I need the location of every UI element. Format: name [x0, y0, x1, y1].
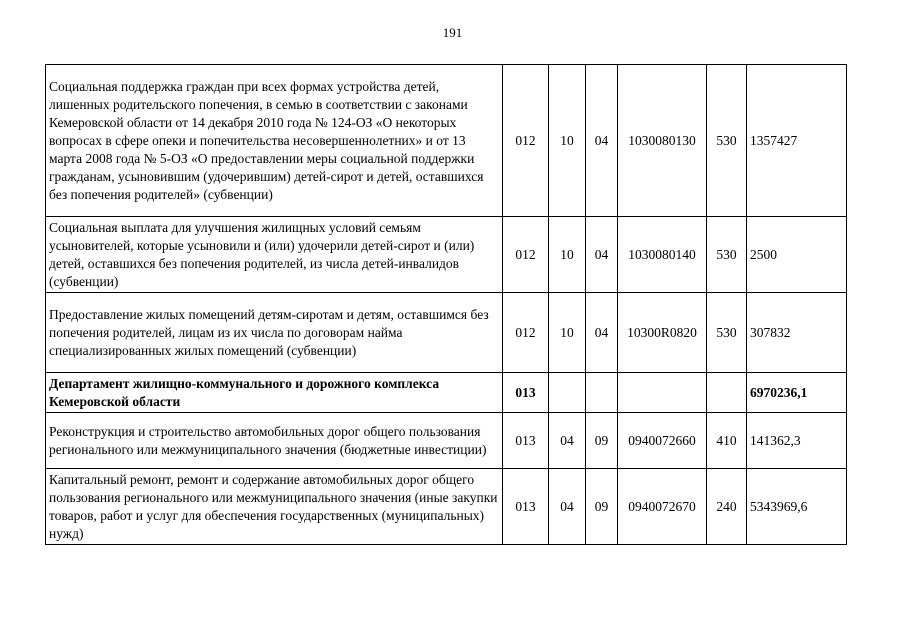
table-row	[46, 469, 847, 545]
page-number: 191	[442, 25, 463, 40]
expense-type-code: 530	[707, 65, 747, 217]
ministry-code: 012	[503, 293, 549, 373]
amount: 2500	[747, 217, 847, 293]
ministry-code: 013	[503, 469, 549, 545]
section-code: 04	[549, 469, 586, 545]
amount: 307832	[747, 293, 847, 373]
subsection-code: 04	[586, 65, 618, 217]
section-code: 10	[549, 293, 586, 373]
target-code	[618, 373, 707, 413]
subsection-code: 04	[586, 293, 618, 373]
subsection-code: 09	[586, 413, 618, 469]
ministry-code: 012	[503, 65, 549, 217]
expense-type-code: 530	[707, 217, 747, 293]
ministry-code: 012	[503, 217, 549, 293]
row-name: Социальная выплата для улучшения жилищных условий семьям усыновителей, которые усыновили и (или) удочерили детей-сирот и (или) детей, оставшихся без попечения родителей, из числа детей-инвалидов (субвенции)	[46, 217, 503, 293]
amount: 5343969,6	[747, 469, 847, 545]
row-name: Реконструкция и строительство автомобильных дорог общего пользования регионального или межмуниципального значения (бюджетные инвестиции)	[46, 413, 503, 469]
section-code	[549, 373, 586, 413]
row-name: Департамент жилищно-коммунального и дорожного комплекса Кемеровской области	[46, 373, 503, 413]
section-code: 10	[549, 217, 586, 293]
expense-type-code: 240	[707, 469, 747, 545]
amount: 141362,3	[747, 413, 847, 469]
row-name: Капитальный ремонт, ремонт и содержание автомобильных дорог общего пользования регионального или межмуниципального значения (иные закупки товаров, работ и услуг для обеспечения государственных (муниципальных) нужд)	[46, 469, 503, 545]
amount: 6970236,1	[747, 373, 847, 413]
expense-type-code	[707, 373, 747, 413]
target-code: 0940072660	[618, 413, 707, 469]
row-name: Социальная поддержка граждан при всех формах устройства детей, лишенных родительского попечения, в семью в соответствии с законами Кемеровской области от 14 декабря 2010 года № 124-ОЗ «О некоторых вопросах в сфере опеки и попечительства несовершеннолетних» и от 13 марта 2008 года № 5-ОЗ «О предоставлении меры социальной поддержки гражданам, усыновившим (удочерившим) детей-сирот и детей, оставшихся без попечения родителей» (субвенции)	[46, 65, 503, 217]
table-row	[46, 293, 847, 373]
target-code: 1030080130	[618, 65, 707, 217]
target-code: 10300R0820	[618, 293, 707, 373]
subsection-code: 09	[586, 469, 618, 545]
amount: 1357427	[747, 65, 847, 217]
subsection-code: 04	[586, 217, 618, 293]
budget-table	[45, 64, 847, 545]
table-row	[46, 65, 847, 217]
target-code: 1030080140	[618, 217, 707, 293]
ministry-code: 013	[503, 373, 549, 413]
ministry-code: 013	[503, 413, 549, 469]
section-code: 10	[549, 65, 586, 217]
table-row	[46, 217, 847, 293]
section-code: 04	[549, 413, 586, 469]
subsection-code	[586, 373, 618, 413]
expense-type-code: 410	[707, 413, 747, 469]
expense-type-code: 530	[707, 293, 747, 373]
table-row	[46, 373, 847, 413]
target-code: 0940072670	[618, 469, 707, 545]
table-row	[46, 413, 847, 469]
row-name: Предоставление жилых помещений детям-сиротам и детям, оставшимся без попечения родителей, лицам из их числа по договорам найма специализированных жилых помещений (субвенции)	[46, 293, 503, 373]
